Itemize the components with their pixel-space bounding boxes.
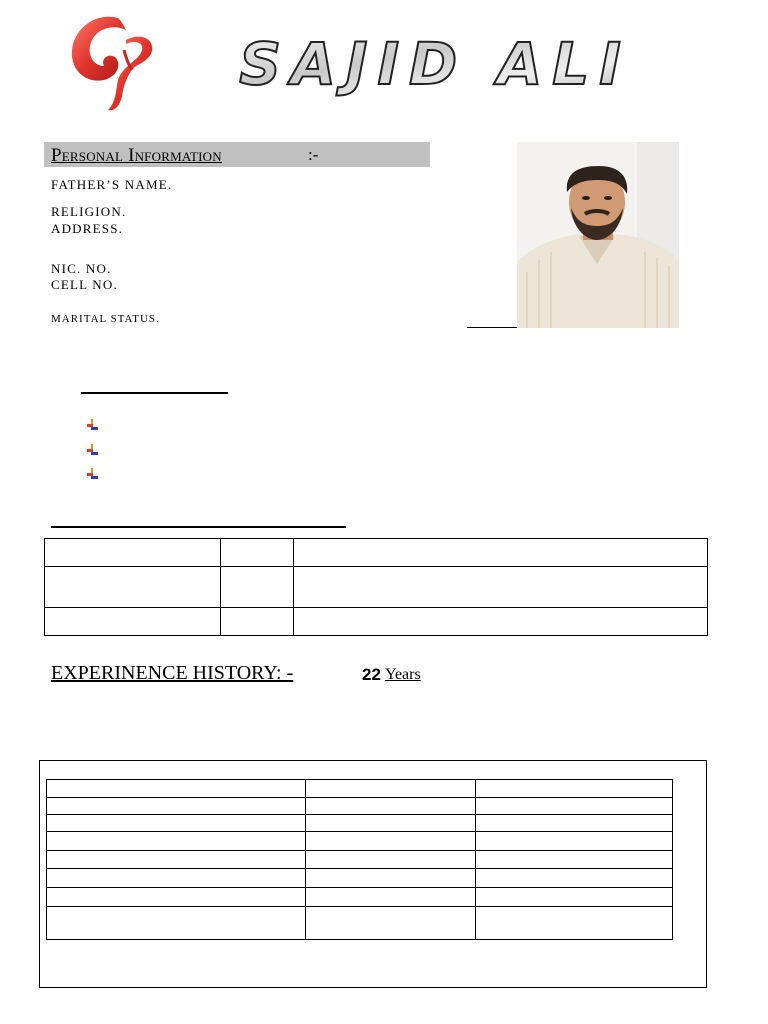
table-cell (45, 567, 221, 608)
field-nic-no: NIC. NO. (51, 261, 112, 276)
table-cell (47, 907, 306, 940)
table-cell (306, 780, 476, 798)
table-cell (476, 832, 673, 851)
profile-photo (517, 142, 679, 328)
table-cell (306, 869, 476, 888)
table-row (45, 567, 708, 608)
table-row (47, 780, 673, 798)
table-cell (47, 851, 306, 869)
table-cell (221, 608, 294, 636)
logo-icon (66, 10, 166, 114)
colored-arrow-bullet-icon (86, 418, 100, 432)
table-row (47, 869, 673, 888)
table-row (45, 539, 708, 567)
experience-table (46, 779, 673, 940)
personal-info-heading (44, 142, 430, 167)
table-cell (306, 851, 476, 869)
personal-info-title: Personal Information (51, 145, 222, 166)
table-cell (47, 798, 306, 815)
table-cell (476, 907, 673, 940)
table-cell (476, 888, 673, 907)
table-cell (47, 815, 306, 832)
field-religion: RELIGION. (51, 204, 127, 219)
table-cell (476, 780, 673, 798)
table-cell (306, 832, 476, 851)
table-cell (476, 815, 673, 832)
table-row (47, 851, 673, 869)
photo-underline (467, 327, 517, 328)
table-cell (306, 798, 476, 815)
table-row (47, 815, 673, 832)
table-cell (47, 888, 306, 907)
table-cell (476, 798, 673, 815)
field-marital-status: MARITAL STATUS. (51, 313, 160, 325)
candidate-name: SAJID ALI (239, 30, 631, 98)
experience-years-label: Years (385, 666, 421, 683)
colored-arrow-bullet-icon (86, 443, 100, 457)
qualification-table (44, 538, 708, 636)
table-cell (476, 851, 673, 869)
table-row (47, 798, 673, 815)
name-banner (190, 28, 680, 98)
table-row (47, 888, 673, 907)
table-cell (294, 567, 708, 608)
field-cell-no: CELL NO. (51, 277, 118, 292)
table-cell (221, 539, 294, 567)
table-cell (306, 907, 476, 940)
table-cell (45, 608, 221, 636)
table-cell (476, 869, 673, 888)
field-address: ADDRESS. (51, 221, 124, 236)
experience-heading: EXPERINENCE HISTORY: - (51, 662, 294, 684)
table-cell (306, 888, 476, 907)
table-cell (294, 608, 708, 636)
table-row (45, 608, 708, 636)
table-cell (47, 869, 306, 888)
table-row (47, 907, 673, 940)
section-heading-underline (81, 392, 228, 394)
section-heading-underline (51, 526, 346, 528)
table-cell (47, 832, 306, 851)
table-cell (294, 539, 708, 567)
colored-arrow-bullet-icon (86, 467, 100, 481)
table-row (47, 832, 673, 851)
table-cell (221, 567, 294, 608)
table-cell (47, 780, 306, 798)
personal-info-separator: :- (308, 145, 319, 164)
table-cell (45, 539, 221, 567)
table-cell (306, 815, 476, 832)
experience-years-value: 22 (362, 665, 381, 684)
field-fathers-name: FATHER’S NAME. (51, 177, 173, 192)
